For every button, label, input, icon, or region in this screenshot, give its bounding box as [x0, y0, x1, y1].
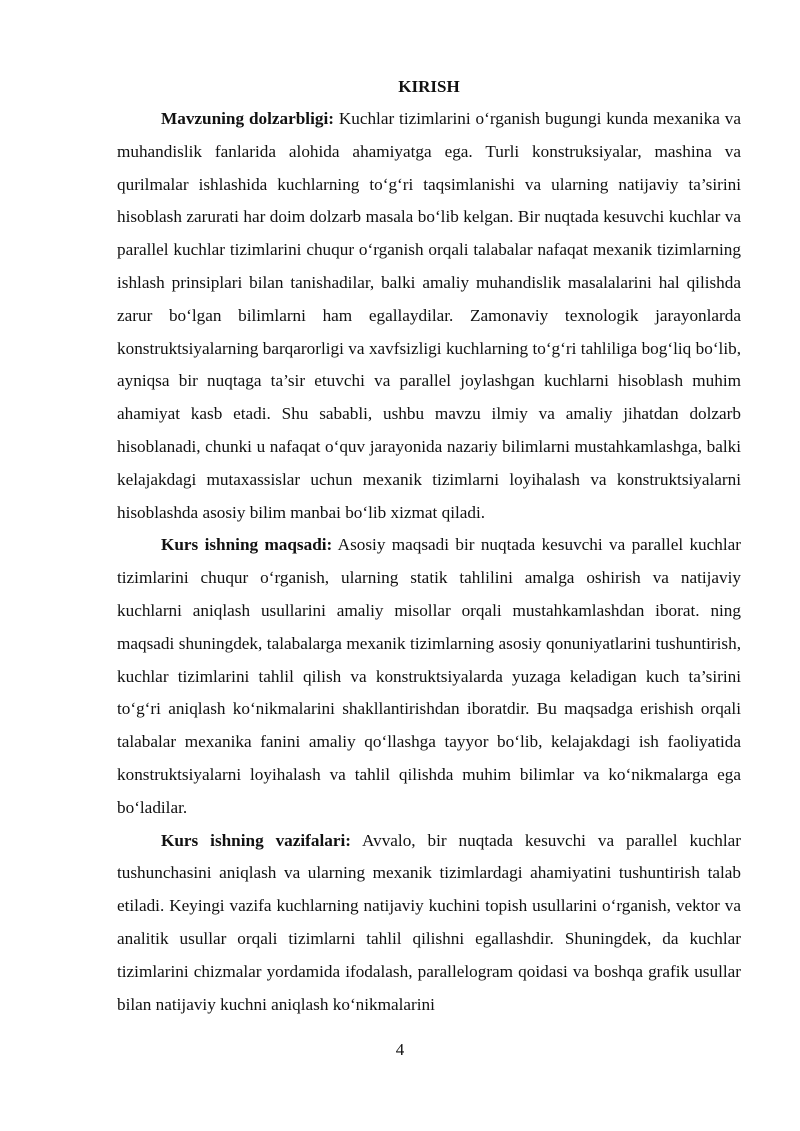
paragraph-text: Kuchlar tizimlarini o‘rganish bugungi kunda mexanika va muhandislik fanlarida alohida ahamiyatga ega. Turli konstruksiyalar, mashina va qurilmalar ishlashida kuchlarning to‘g‘ri taqsimlanishi va ularning natijaviy ta’sirini hisoblash zarurati har doim dolzarb masala bo‘lib kelgan. Bir nuqtada kesuvchi kuchlar va parallel kuchlar tizimlarini chuqur o‘rganish orqali talabalar nafaqat mexanik tizimlarning ishlash prinsiplari bilan tanishadilar, balki amaliy muhandislik masalalarini hal qilishda zarur bo‘lgan bilimlarni ham egallaydilar. Zamonaviy texnologik jarayonlarda konstruktsiyalarning barqarorligi va xavfsizligi kuchlarning to‘g‘ri tahliliga bog‘liq bo‘lib, ayniqsa bir nuqtaga ta’sir etuvchi va parallel joylashgan kuchlarni hisoblash muhim ahamiyat kasb etadi. Shu sababli, ushbu mavzu ilmiy va amaliy jihatdan dolzarb hisoblanadi, chunki u nafaqat o‘quv jarayonida nazariy bilimlarni mustahkamlashga, balki kelajakdagi mutaxassislar uchun mexanik tizimlarni loyihalash va konstruktsiyalarni hisoblashda asosiy bilim manbai bo‘lib xizmat qiladi.: [117, 109, 741, 522]
paragraph-relevance: [117, 103, 741, 529]
paragraph-lead: Mavzuning dolzarbligi:: [161, 109, 334, 128]
paragraph-lead: Kurs ishning vazifalari:: [161, 830, 351, 850]
paragraph-goal: [117, 529, 741, 824]
paragraph-text: Asosiy maqsadi bir nuqtada kesuvchi va parallel kuchlar tizimlarini chuqur o‘rganish, ularning statik tahlilini amalga oshirish va natijaviy kuchlarni aniqlash usullarini amaliy misollar orqali mustahkamlashdan iborat. ning maqsadi shuningdek, talabalarga mexanik tizimlarning asosiy qonuniyatlarini tushuntirish, kuchlar tizimlarini tahlil qilish va konstruktsiyalarda yuzaga keladigan kuch ta’sirini to‘g‘ri aniqlash ko‘nikmalarini shakllantirishdan iboratdir. Bu maqsadga erishish orqali talabalar mexanika fanini amaliy qo‘llashga tayyor bo‘lib, kelajakdagi ish faoliyatida konstruktsiyalarni loyihalash va tahlil qilishda muhim bilimlar va ko‘nikmalarga ega bo‘ladilar.: [117, 535, 741, 817]
page-content: [117, 70, 741, 1021]
paragraph-tasks: [117, 825, 741, 1022]
paragraph-text: Avvalo, bir nuqtada kesuvchi va parallel kuchlar tushunchasini aniqlash va ularning mexanik tizimlardagi ahamiyatini tushuntirish talab etiladi. Keyingi vazifa kuchlarning natijaviy kuchini topish usullarini o‘rganish, vektor va analitik usullar orqali tizimlarni tahlil qilishni egallashdir. Shuningdek, da kuchlar tizimlarini chizmalar yordamida ifodalash, parallelogram qoidasi va boshqa grafik usullar bilan natijaviy kuchni aniqlash ko‘nikmalarini: [117, 830, 741, 1014]
page-number: 4: [395, 1040, 405, 1059]
paragraph-lead: Kurs ishning maqsadi:: [161, 535, 333, 555]
section-title: KIRISH: [398, 77, 460, 96]
